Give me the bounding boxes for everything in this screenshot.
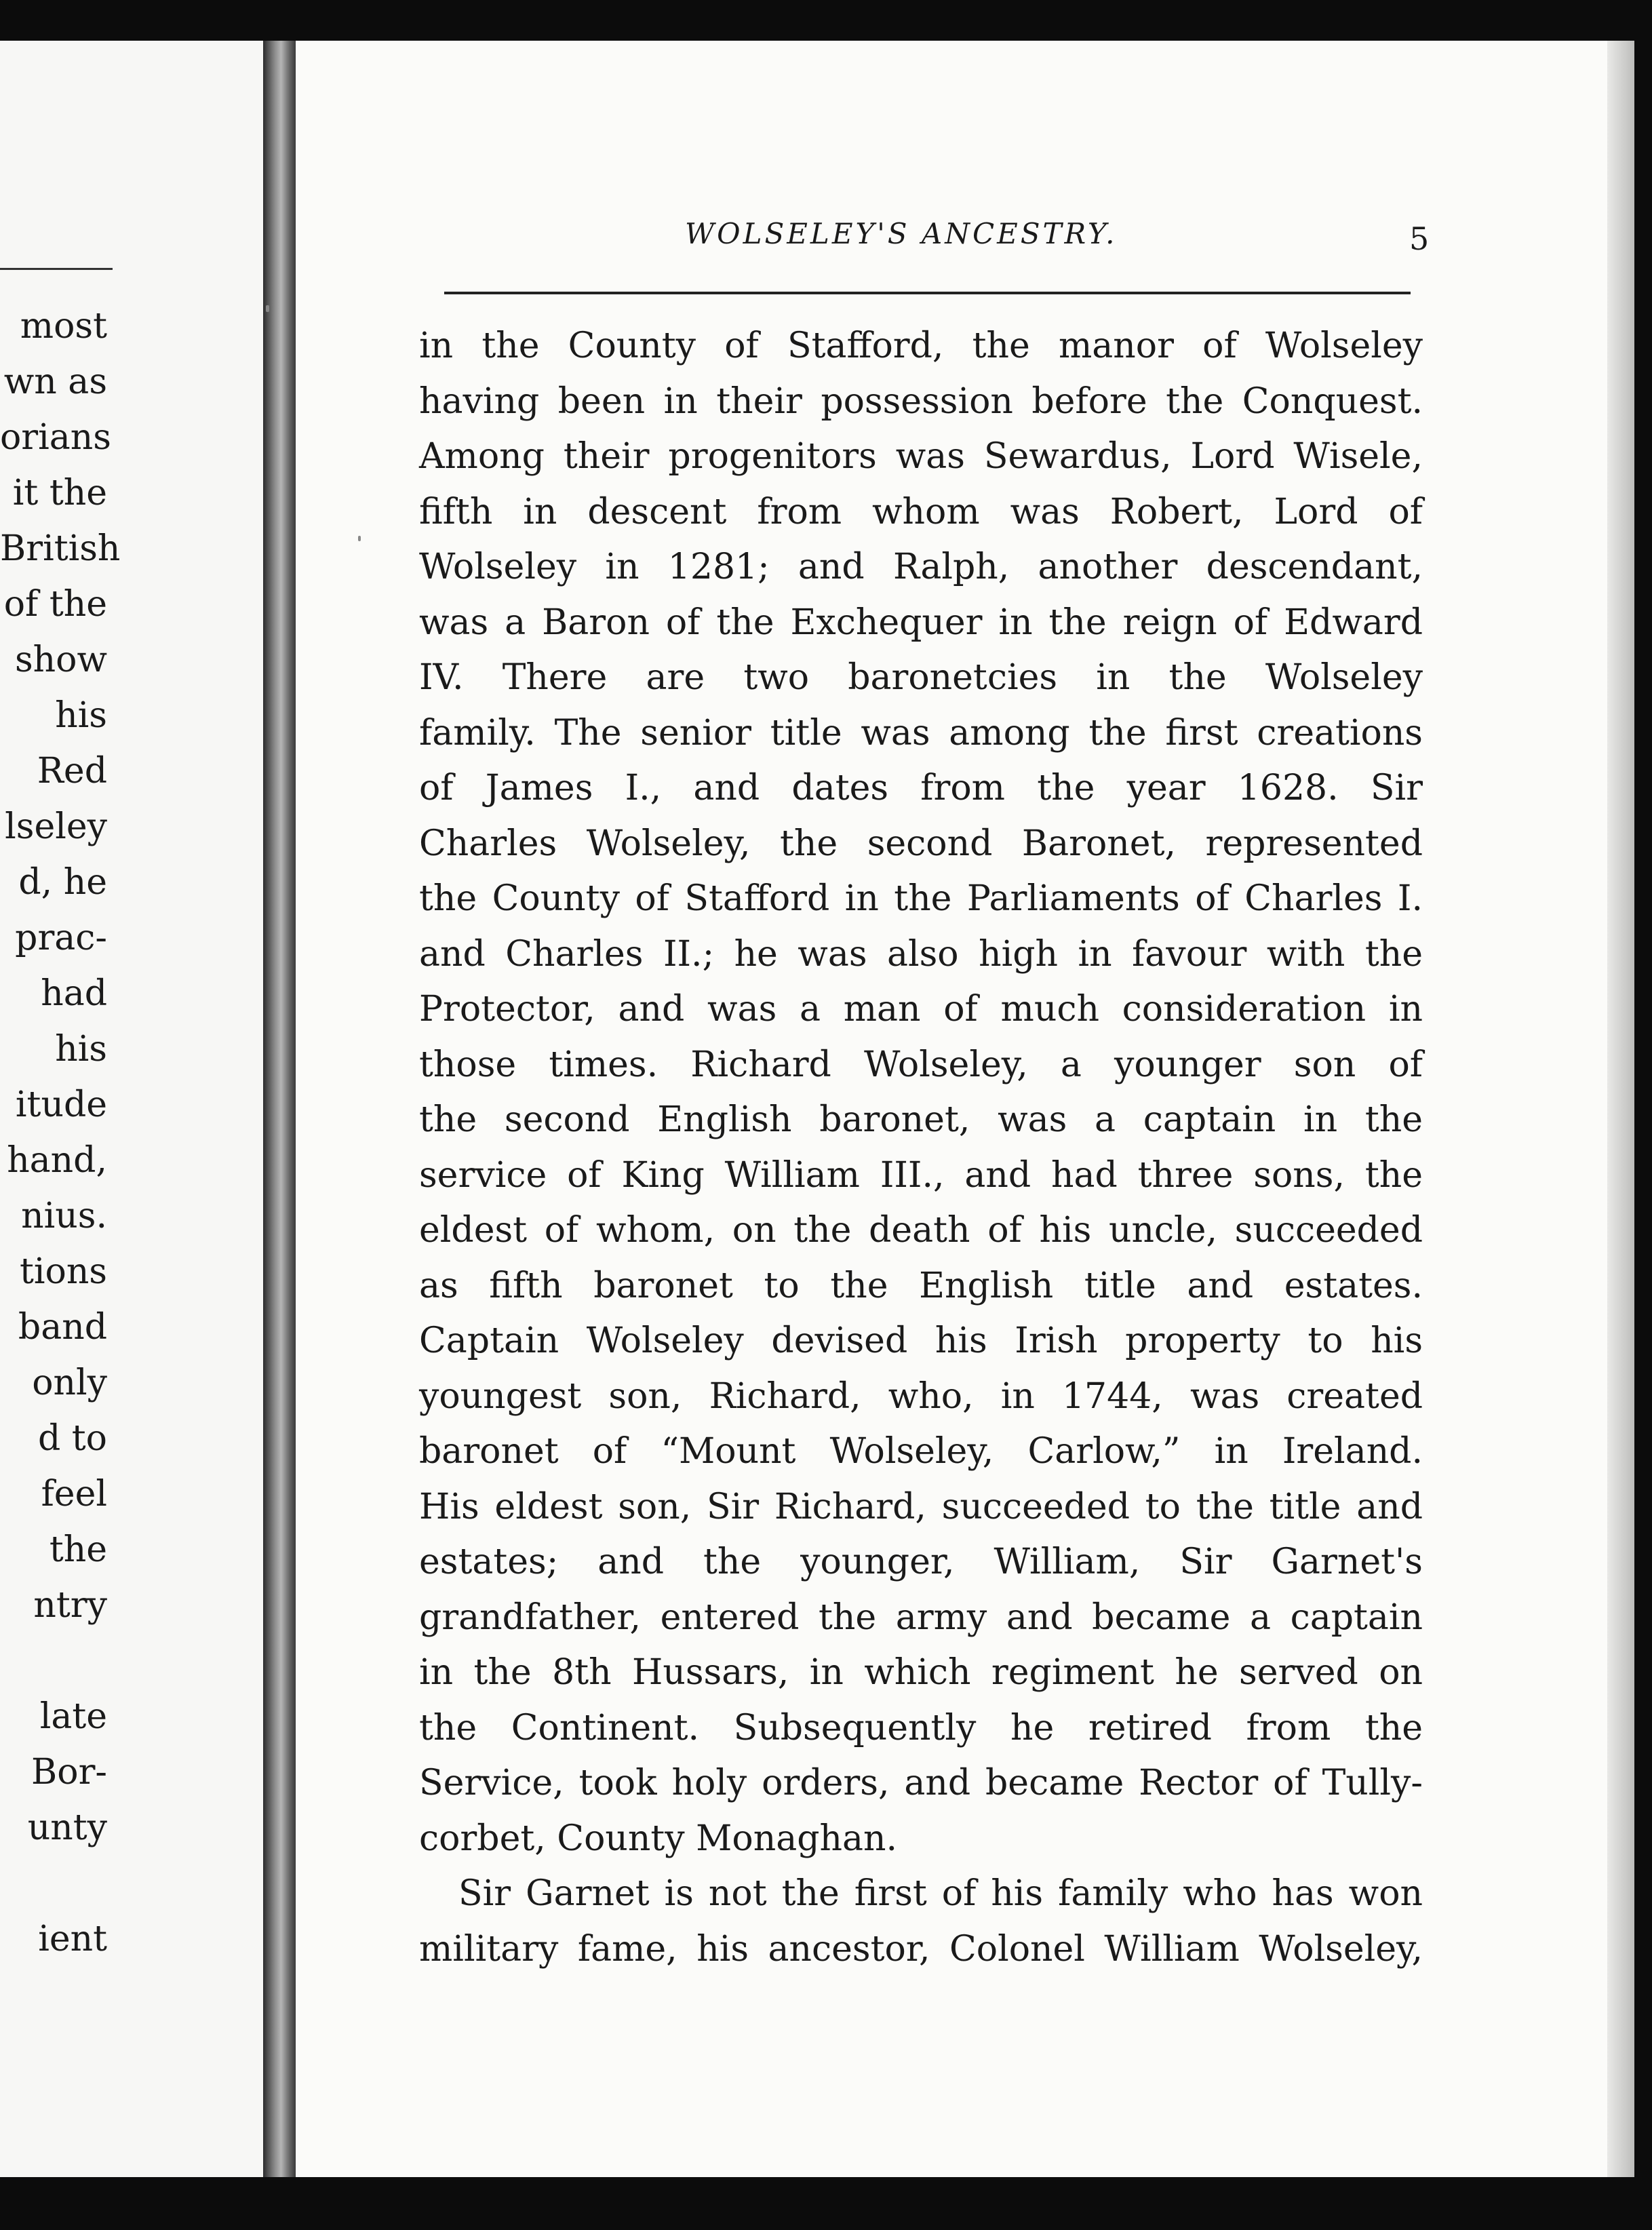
left-page-line: it the: [12, 473, 107, 513]
left-page-blank-line: [0, 1856, 107, 1911]
body-text: [419, 319, 1423, 1977]
left-page-line: late: [39, 1696, 107, 1737]
left-page-line: orians: [0, 417, 111, 458]
left-page-line: show: [15, 640, 107, 680]
left-page-line: unty: [27, 1807, 107, 1848]
left-page-line: had: [41, 973, 107, 1014]
left-page-line: tions: [19, 1251, 107, 1292]
left-page-line: ient: [38, 1919, 107, 1959]
body-line: His eldest son, Sir Richard, succeeded to the title and: [419, 1486, 1423, 1527]
body-line: the Continent. Subsequently he retired from the: [419, 1707, 1423, 1748]
book-gutter: [263, 41, 296, 2177]
left-page-text: [0, 298, 121, 1967]
left-page-line: of the: [3, 584, 107, 625]
body-line: Among their progenitors was Sewardus, Lord Wisele,: [419, 436, 1423, 477]
left-page-line: wn as: [3, 361, 107, 402]
left-page-line: only: [32, 1363, 107, 1403]
left-page-line: nius.: [21, 1196, 107, 1236]
body-line: the County of Stafford in the Parliaments of Charles I.: [419, 878, 1423, 919]
body-line: youngest son, Richard, who, in 1744, was created: [419, 1375, 1423, 1417]
header-rule: [444, 292, 1411, 294]
left-page-line: itude: [15, 1084, 107, 1125]
body-line: of James I., and dates from the year 1628. Sir: [419, 768, 1423, 808]
body-line: military fame, his ancestor, Colonel William Wolseley,: [419, 1928, 1423, 1970]
body-line: Wolseley in 1281; and Ralph, another descendant,: [419, 547, 1423, 587]
body-line: IV. There are two baronetcies in the Wolseley: [419, 657, 1423, 698]
page-edge-shadow: [1607, 41, 1634, 2177]
scan-mark: [266, 305, 269, 312]
body-line: Sir Garnet is not the first of his family who has won: [458, 1873, 1423, 1914]
body-line: Service, took holy orders, and became Rector of Tully-: [419, 1763, 1423, 1803]
body-line: was a Baron of the Exchequer in the reign of Edward: [419, 602, 1423, 643]
left-page-line: Red: [37, 751, 107, 791]
body-line: and Charles II.; he was also high in favour with the: [419, 933, 1423, 975]
body-line: fifth in descent from whom was Robert, Lord of: [419, 491, 1423, 532]
body-line: in the 8th Hussars, in which regiment he served on: [419, 1652, 1423, 1693]
body-line: corbet, County Monaghan.: [419, 1818, 898, 1859]
left-page-line: hand,: [7, 1140, 107, 1181]
left-page-line: the: [49, 1529, 107, 1570]
body-line: Charles Wolseley, the second Baronet, represented: [419, 823, 1423, 864]
left-header-rule: [0, 268, 113, 270]
left-page-line: lseley: [5, 806, 107, 847]
left-page-line: Bor-: [31, 1752, 107, 1793]
body-line: Protector, and was a man of much consideration in: [419, 989, 1423, 1030]
body-line: as fifth baronet to the English title and estates.: [419, 1265, 1423, 1306]
body-line: in the County of Stafford, the manor of Wolseley: [419, 326, 1423, 366]
running-title: WOLSELEY'S ANCESTRY.: [685, 217, 1118, 250]
body-line: those times. Richard Wolseley, a younger son of: [419, 1044, 1423, 1085]
left-page-line: d to: [37, 1418, 107, 1459]
left-page-line: ntry: [33, 1585, 107, 1626]
body-line: family. The senior title was among the first creations: [419, 712, 1423, 754]
body-line: Captain Wolseley devised his Irish property to his: [419, 1321, 1423, 1361]
left-page-line: feel: [41, 1474, 107, 1514]
left-page-line: most: [20, 306, 107, 347]
body-line: estates; and the younger, William, Sir Garnet's: [419, 1542, 1423, 1582]
body-line: having been in their possession before the Conquest.: [419, 380, 1423, 422]
left-page-line: band: [18, 1307, 107, 1348]
left-page-line: his: [55, 1029, 107, 1070]
page-number: 5: [1409, 220, 1430, 257]
body-line: service of King William III., and had three sons, the: [419, 1154, 1423, 1196]
left-page-line: d, he: [18, 862, 107, 903]
left-page-line: British: [0, 528, 121, 569]
left-page-blank-line: [0, 1633, 107, 1689]
left-page-line: prac-: [15, 918, 107, 958]
scan-mark: [358, 536, 361, 541]
body-line: the second English baronet, was a captain in the: [419, 1099, 1423, 1140]
body-line: baronet of “Mount Wolseley, Carlow,” in Ireland.: [419, 1431, 1423, 1472]
body-line: grandfather, entered the army and became a captain: [419, 1597, 1423, 1638]
left-page-line: his: [55, 695, 107, 736]
body-line: eldest of whom, on the death of his uncle, succeeded: [419, 1210, 1423, 1251]
